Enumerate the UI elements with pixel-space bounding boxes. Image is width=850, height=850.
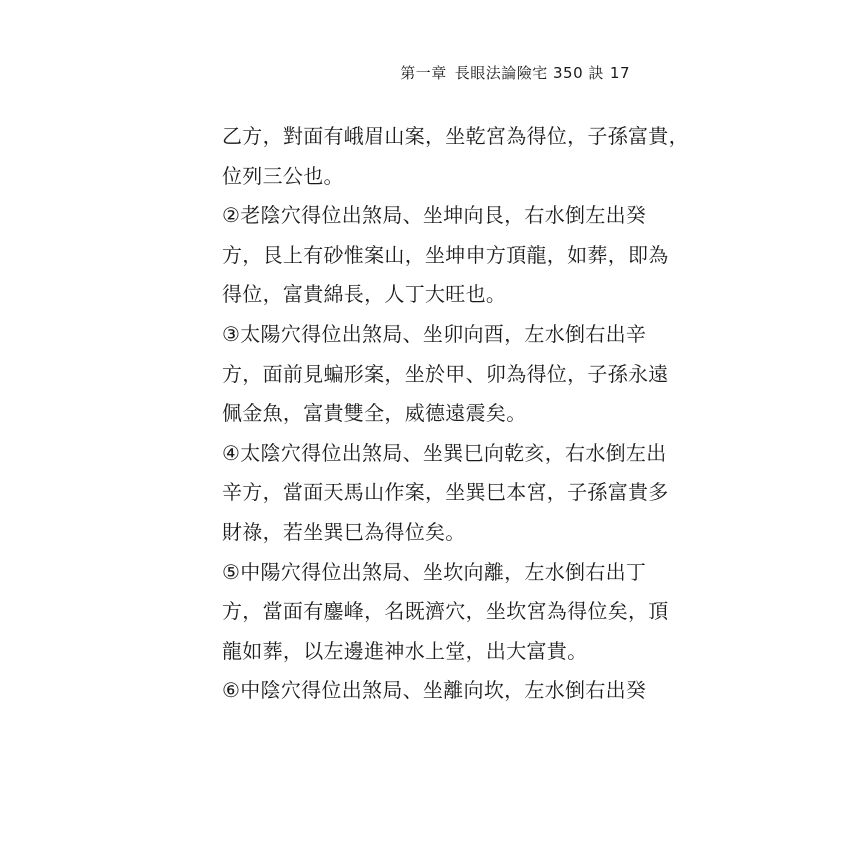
text-line: 財祿，若坐巽巳為得位矣。 bbox=[222, 519, 466, 544]
text-line: ③太陽穴得位出煞局、坐卯向酉，左水倒右出辛 bbox=[222, 321, 647, 346]
chapter-label: 第一章 bbox=[400, 64, 447, 82]
text-line: ②老陰穴得位出煞局、坐坤向艮，右水倒左出癸 bbox=[222, 203, 647, 228]
text-line: 佩金魚，富貴雙全，威德遠震矣。 bbox=[222, 401, 527, 426]
body-text bbox=[222, 117, 689, 711]
page-number: 17 bbox=[609, 64, 630, 82]
text-line: 龍如葬，以左邊進神水上堂，出大富貴。 bbox=[222, 638, 588, 663]
running-header bbox=[400, 62, 630, 83]
text-line: 方，面前見蝙形案，坐於甲、卯為得位，子孫永遠 bbox=[222, 361, 669, 386]
text-line: 乙方，對面有峨眉山案，坐乾宮為得位，子孫富貴， bbox=[222, 124, 689, 148]
text-line: 方，艮上有砂惟案山，坐坤申方頂龍，如葬，即為 bbox=[222, 242, 669, 267]
text-line: 方，當面有鏖峰，名既濟穴，坐坎宮為得位矣，頂 bbox=[222, 599, 669, 624]
text-line: 得位，富貴綿長，人丁大旺也。 bbox=[222, 282, 507, 307]
text-line: ⑥中陰穴得位出煞局、坐離向坎，左水倒右出癸 bbox=[222, 678, 647, 703]
text-line: 位列三公也。 bbox=[222, 163, 344, 188]
text-line: ⑤中陽穴得位出煞局、坐坎向離，左水倒右出丁 bbox=[222, 559, 647, 584]
text-line: ④太陰穴得位出煞局、坐巽巳向乾亥，右水倒左出 bbox=[222, 440, 667, 465]
text-line: 辛方，當面天馬山作案，坐巽巳本宮，子孫富貴多 bbox=[222, 480, 669, 505]
chapter-title: 長眼法論險宅 350 訣 bbox=[454, 64, 604, 82]
